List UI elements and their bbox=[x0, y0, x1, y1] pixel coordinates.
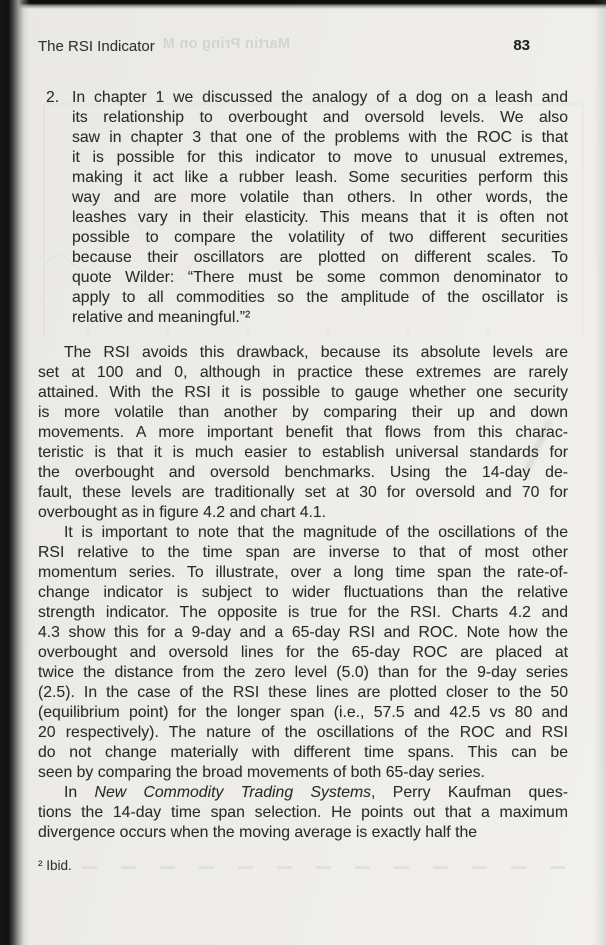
showthrough-axis-dashes bbox=[82, 866, 568, 869]
text-line: momentum series. To illustrate, over a long time span the rate-of- bbox=[38, 564, 568, 581]
text-line: movements. A more important benefit that flows from this charac- bbox=[38, 424, 568, 441]
text-line: do not change materially with different time spans. This can be bbox=[38, 744, 568, 761]
text-line: because their oscillators are plotted on different scales. To bbox=[72, 249, 568, 266]
list-item-text bbox=[72, 88, 568, 328]
scan-top-edge bbox=[0, 0, 606, 9]
footnote: ² Ibid. bbox=[38, 858, 72, 873]
text-line: In chapter 1 we discussed the analogy of a dog on a leash and bbox=[72, 89, 568, 106]
text-line: It is important to note that the magnitude of the oscillations of the bbox=[64, 524, 568, 541]
text-line: In New Commodity Trading Systems, Perry Kaufman ques- bbox=[64, 784, 568, 801]
text-line: set at 100 and 0, although in practice these extremes are rarely bbox=[38, 364, 568, 381]
text-line: saw in chapter 3 that one of the problems with the ROC is that bbox=[72, 129, 568, 146]
text-line: strength indicator. The opposite is true for the RSI. Charts 4.2 and bbox=[38, 604, 568, 621]
text-line: fault, these levels are traditionally set at 30 for oversold and 70 for bbox=[38, 484, 568, 501]
text-line: it is possible for this indicator to move to unusual extremes, bbox=[72, 149, 568, 166]
text-line: twice the distance from the zero level (5.0) than for the 9-day series bbox=[38, 664, 568, 681]
text-line: The RSI avoids this drawback, because its absolute levels are bbox=[64, 344, 568, 361]
text-line: attained. With the RSI it is possible to gauge whether one security bbox=[38, 384, 568, 401]
text-line: seen by comparing the broad movements of both 65-day series. bbox=[38, 764, 485, 781]
text-line: apply to all commodities so the amplitude of the oscillator is bbox=[72, 289, 568, 306]
text-line: way and are more volatile than others. In other words, the bbox=[72, 189, 568, 206]
text-line: relative and meaningful.”² bbox=[72, 309, 251, 326]
page-number: 83 bbox=[513, 37, 530, 54]
text-line: tions the 14-day time span selection. He points out that a maximum bbox=[38, 804, 568, 821]
text-line: teristic is that it is much easier to establish universal standards for bbox=[38, 444, 568, 461]
numbered-list-item bbox=[46, 88, 568, 328]
showthrough-mirrored-header: Martin Pring on M bbox=[162, 36, 290, 52]
text-line: leashes vary in their elasticity. This means that it is often not bbox=[72, 209, 568, 226]
text-line: overbought as in figure 4.2 and chart 4.1. bbox=[38, 504, 327, 521]
text-line: making it act like a rubber leash. Some securities perform this bbox=[72, 169, 568, 186]
text-line: divergence occurs when the moving average is exactly half the bbox=[38, 824, 478, 841]
text-line: RSI relative to the time span are inverse to that of most other bbox=[38, 544, 568, 561]
text-line: 4.3 show this for a 9-day and a 65-day RSI and ROC. Note how the bbox=[38, 624, 568, 641]
scan-binding-edge bbox=[0, 0, 30, 945]
text-line: its relationship to overbought and oversold levels. We also bbox=[72, 109, 568, 126]
paragraph-kaufman bbox=[38, 783, 568, 843]
text-line: the overbought and oversold benchmarks. Using the 14-day de- bbox=[38, 464, 568, 481]
text-line: (2.5). In the case of the RSI these lines are plotted closer to the 50 bbox=[38, 684, 568, 701]
scan-right-edge bbox=[594, 0, 606, 945]
text-line: is more volatile than another by comparing their up and down bbox=[38, 404, 568, 421]
text-line: (equilibrium point) for the longer span (i.e., 57.5 and 42.5 vs 80 and bbox=[38, 704, 568, 721]
running-title: The RSI Indicator bbox=[38, 38, 155, 55]
text-line: change indicator is subject to wider fluctuations than the relative bbox=[38, 584, 568, 601]
text-line: 20 respectively). The nature of the oscillations of the ROC and RSI bbox=[38, 724, 568, 741]
text-line: possible to compare the volatility of two different securities bbox=[72, 229, 568, 246]
paragraph-rsi-drawback bbox=[38, 343, 568, 523]
text-line: overbought and oversold lines for the 65-day ROC are placed at bbox=[38, 644, 568, 661]
list-item-number: 2. bbox=[46, 89, 60, 106]
paragraph-oscillation-magnitude bbox=[38, 523, 568, 783]
text-line: quote Wilder: “There must be some common denominator to bbox=[72, 269, 568, 286]
